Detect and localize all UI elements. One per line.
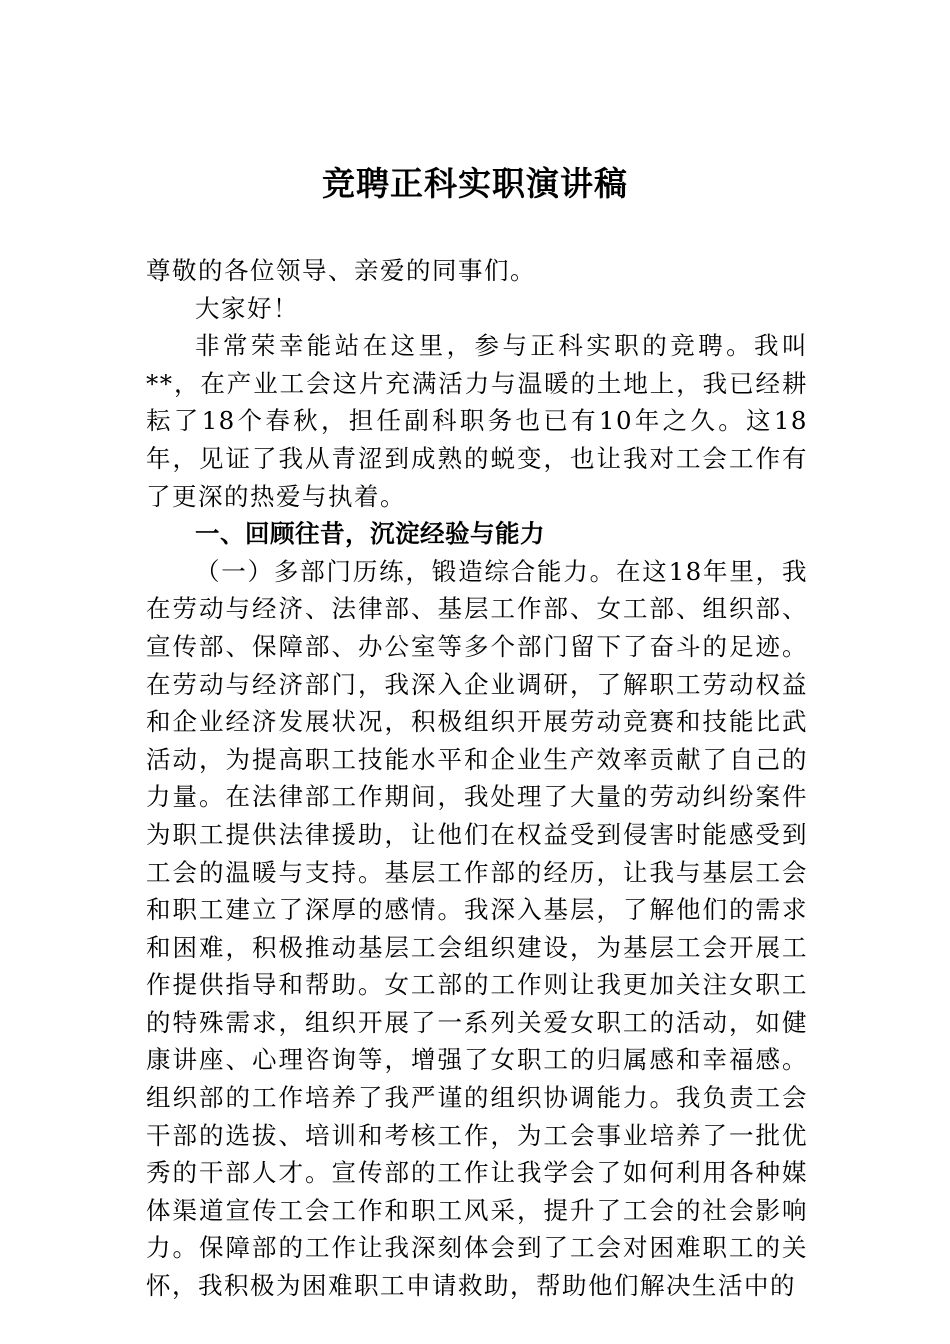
document-title: 竞聘正科实职演讲稿 (322, 164, 628, 203)
salutation: 尊敬的各位领导、亲爱的同事们。 (146, 256, 536, 285)
section-paragraph: （一）多部门历练，锻造综合能力。在这18年里，我在劳动与经济、法律部、基层工作部、女工部、组织部、宣传部、保障部、办公室等多个部门留下了奋斗的足迹。在劳动与经济部门，我深入企业调研，了解职工劳动权益和企业经济发展状况，积极组织开展劳动竞赛和技能比武活动，为提高职工技能水平和企业生产效率贡献了自己的力量。在法律部工作期间，我处理了大量的劳动纠纷案件为职工提供法律援助，让他们在权益受到侵害时能感受到工会的温暖与支持。基层工作部的经历，让我与基层工会和职工建立了深厚的感情。我深入基层，了解他们的需求和困难，积极推动基层工会组织建设，为基层工会开展工作提供指导和帮助。女工部的工作则让我更加关注女职工的特殊需求，组织开展了一系列关爱女职工的活动，如健康讲座、心理咨询等，增强了女职工的归属感和幸福感。组织部的工作培养了我严谨的组织协调能力。我负责工会干部的选拔、培训和考核工作，为工会事业培养了一批优秀的干部人才。宣传部的工作让我学会了如何利用各种媒体渠道宣传工会工作和职工风采，提升了工会的社会影响力。保障部的工作让我深刻体会到了工会对困难职工的关怀，我积极为困难职工申请救助，帮助他们解决生活中的 (146, 556, 808, 1301)
section-heading: 一、回顾往昔，沉淀经验与能力 (195, 519, 545, 549)
intro-paragraph: 非常荣幸能站在这里，参与正科实职的竞聘。我叫**，在产业工会这片充满活力与温暖的土地上，我已经耕耘了18个春秋，担任副科职务也已有10年之久。这18年，见证了我从青涩到成熟的蜕变，也让我对工会工作有了更深的热爱与执着。 (146, 331, 808, 511)
document-body (146, 252, 808, 1305)
greeting: 大家好！ (195, 293, 299, 323)
